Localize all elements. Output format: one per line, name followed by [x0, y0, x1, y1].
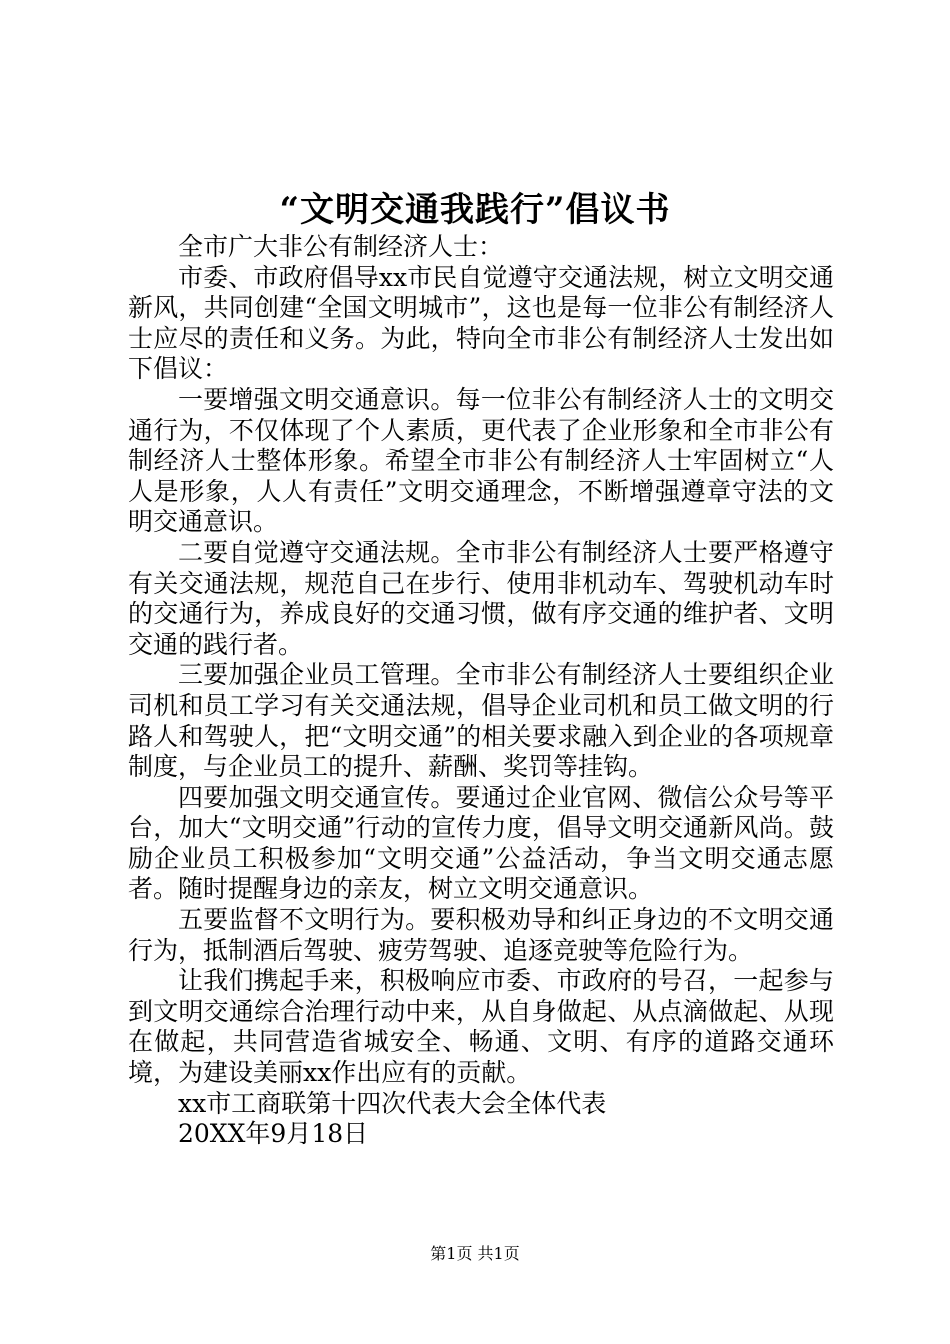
document-body: [128, 232, 834, 1150]
paragraph-point-4: 四要加强文明交通宣传。要通过企业官网、微信公众号等平台，加大“文明交通”行动的宣传力度，倡导文明交通新风尚。鼓励企业员工积极参加“文明交通”公益活动，争当文明交通志愿者。随时提醒身边的亲友，树立文明交通意识。: [128, 782, 834, 904]
signature-block: [128, 1089, 834, 1150]
paragraph-intro: 市委、市政府倡导xx市民自觉遵守交通法规，树立文明交通新风，共同创建“全国文明城市”，这也是每一位非公有制经济人士应尽的责任和义务。为此，特向全市非公有制经济人士发出如下倡议：: [128, 262, 834, 384]
paragraph-point-5: 五要监督不文明行为。要积极劝导和纠正身边的不文明交通行为，抵制酒后驾驶、疲劳驾驶、追逐竞驶等危险行为。: [128, 905, 834, 965]
signature-date: 20XX年9月18日: [178, 1119, 369, 1149]
paragraph-point-2: 二要自觉遵守交通法规。全市非公有制经济人士要严格遵守有关交通法规，规范自己在步行、使用非机动车、驾驶机动车时的交通行为，养成良好的交通习惯，做有序交通的维护者、文明交通的践行者。: [128, 537, 834, 659]
salutation: 全市广大非公有制经济人士：: [178, 232, 504, 261]
paragraph-closing: 让我们携起手来，积极响应市委、市政府的号召，一起参与到文明交通综合治理行动中来，从自身做起、从点滴做起、从现在做起，共同营造省城安全、畅通、文明、有序的道路交通环境，为建设美丽xx作出应有的贡献。: [128, 966, 834, 1088]
paragraph-point-1: 一要增强文明交通意识。每一位非公有制经济人士的文明交通行为，不仅体现了个人素质，更代表了企业形象和全市非公有制经济人士整体形象。希望全市非公有制经济人士牢固树立“人人是形象，人人有责任”文明交通理念，不断增强遵章守法的文明交通意识。: [128, 384, 834, 537]
page-footer: 第1页 共1页: [430, 1244, 520, 1263]
paragraph-point-3: 三要加强企业员工管理。全市非公有制经济人士要组织企业司机和员工学习有关交通法规，倡导企业司机和员工做文明的行路人和驾驶人，把“文明交通”的相关要求融入到企业的各项规章制度，与企业员工的提升、薪酬、奖罚等挂钩。: [128, 660, 834, 782]
document-title: “文明交通我践行”倡议书: [279, 190, 671, 230]
signature-organization: xx市工商联第十四次代表大会全体代表: [178, 1088, 607, 1118]
